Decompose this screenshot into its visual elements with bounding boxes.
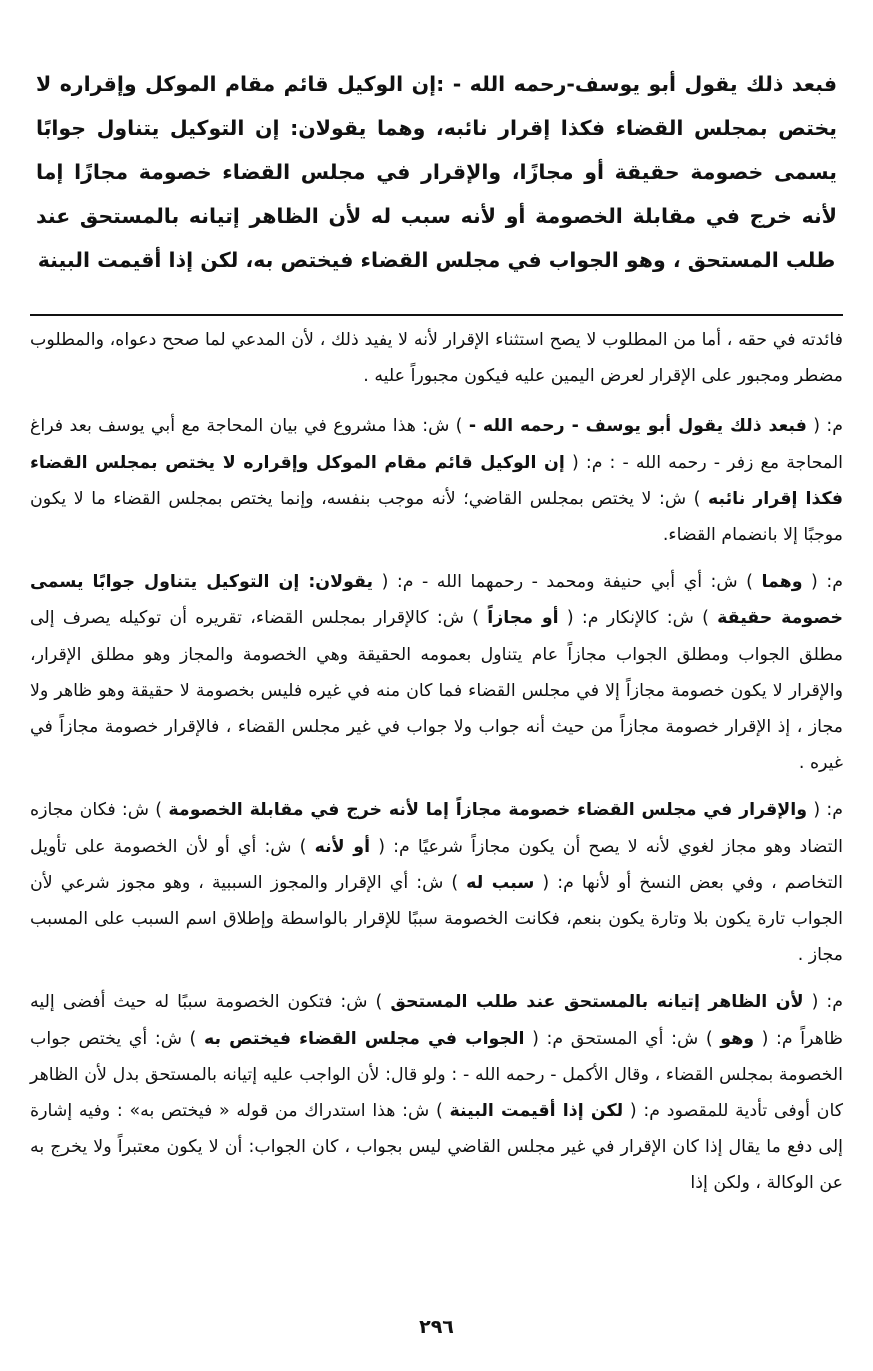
- sharh-text: ) ش: هذا استدراك من قوله « فيختص به» : وفيه إشارة إلى دفع ما يقال إذا كان الإقرار في غير مجلس القاضي ليس بجواب ، كان الجواب: أن لا يكون معتبراً ولا يخرج به عن الوكالة ، ولكن إذا: [30, 1101, 843, 1194]
- commentary-paragraph-4: [30, 792, 843, 973]
- sharh-text: ) ش: أي يختص جواب الخصومة بمجلس القضاء ، وقال الأكمل - رحمه الله - : ولو قال: لأن الواجب عليه إتيانه بالمستحق بدل لأن الظاهر كان أوفى تأدية للمقصود م: (: [30, 1028, 844, 1122]
- main-text-paragraph: فبعد ذلك يقول أبو يوسف-رحمه الله - :إن الوكيل قائم مقام الموكل وإقراره لا يختص بمجلس القضاء فكذا إقرار نائبه، وهما يقولان: إن التوكيل يتناول جوابًا يسمى خصومة حقيقة أو مجازًا، والإقرار في مجلس القضاء خصومة مجازًا إما لأنه خرج في مقابلة الخصومة أو لأنه سبب له لأن الظاهر إتيانه بالمستحق عند طلب المستحق ، وهو الجواب في مجلس القضاء فيختص به، لكن إذا أقيمت البينة: [36, 72, 837, 272]
- quoted-matn: أو لأنه: [314, 836, 371, 857]
- quoted-matn: يقولان: إن التوكيل يتناول جوابًا يسمى خصومة حقيقة: [30, 572, 844, 629]
- sharh-text: ) ش: كالإنكار م: (: [566, 608, 709, 629]
- sharh-text: ) ش: أي المستحق م: (: [532, 1028, 713, 1049]
- quoted-matn: والإقرار في مجلس القضاء خصومة مجازاً إما لأنه خرج في مقابلة الخصومة: [168, 800, 808, 821]
- quoted-matn: فبعد ذلك يقول أبو يوسف - رحمه الله -: [468, 416, 807, 437]
- sharh-text: ) ش: فتكون الخصومة سببًا له حيث أفضى إليه ظاهراً م: (: [30, 992, 844, 1049]
- commentary-paragraph-5: [30, 984, 843, 1201]
- quoted-matn: وهو: [720, 1028, 755, 1049]
- quoted-matn: لأن الظاهر إتيانه بالمستحق عند طلب المستحق: [390, 992, 804, 1013]
- footnote-divider: [30, 314, 843, 316]
- sharh-text: ) ش: لا يختص بمجلس القاضي؛ لأنه موجب بنفسه، وإنما يختص بمجلس القضاء ما لا يكون موجبًا إلا بانضمام القضاء.: [30, 488, 843, 546]
- page-number: ٢٩٦: [419, 1316, 454, 1338]
- quoted-matn: وهما: [761, 572, 803, 593]
- quoted-matn: إن الوكيل قائم مقام الموكل وإقراره لا يختص بمجلس القضاء فكذا إقرار نائبه: [30, 452, 843, 509]
- quoted-matn: الجواب في مجلس القضاء فيختص به: [203, 1028, 525, 1049]
- sharh-text: ) ش: هذا مشروع في بيان المحاجة مع أبي يوسف بعد فراغ المحاجة مع زفر - رحمه الله - : م: (: [30, 416, 843, 473]
- commentary-paragraph-2: [30, 408, 843, 553]
- quoted-matn: لكن إذا أقيمت البينة: [449, 1101, 624, 1122]
- commentary-block: [30, 322, 843, 1213]
- sharh-text: ) ش: أي الإقرار والمجوز السببية ، وهو مجوز شرعي لأن الجواب تارة يكون بلا وتارة يكون بنعم، فكانت الخصومة سببًا للإقرار بالواسطة وإطلاق اسم السبب على المسبب مجاز .: [30, 872, 843, 966]
- marker: م: (: [813, 416, 843, 437]
- marker: م: (: [811, 572, 843, 593]
- marker: م: (: [811, 992, 843, 1013]
- commentary-paragraph-1: فائدته في حقه ، أما من المطلوب لا يصح استثناء الإقرار لأنه لا يفيد ذلك ، لأن المدعي لما صحح دعواه، والمطلوب مضطر ومجبور على الإقرار لعرض اليمين عليه فيكون مجبوراً عليه .: [30, 330, 843, 387]
- sharh-text: ) ش: فكان مجازه التضاد وهو مجاز لغوي لأنه لا يصح أن يكون مجازاً شرعيًا م: (: [30, 800, 843, 857]
- commentary-paragraph-3: [30, 564, 843, 781]
- sharh-text: ) ش: أي أو لأن الخصومة على تأويل التخاصم ، وفي بعض النسخ أو لأنها م: (: [30, 836, 844, 893]
- quoted-matn: أو مجازاً: [487, 608, 559, 629]
- marker: م: (: [813, 800, 844, 821]
- main-text-block: [36, 62, 837, 282]
- quoted-matn: سبب له: [466, 872, 535, 893]
- sharh-text: ) ش: كالإقرار بمجلس القضاء، تقريره أن توكيله يصرف إلى مطلق الجواب ومطلق الجواب مجازاً عام يتناول بعمومه الحقيقة وهي الخصومة والمجاز وهو مطلق الإقرار، والإقرار لا يكون خصومة مجازاً إلا في مجلس القضاء فما كان منه في غيره فليس بخصومة لا حقيقة وهو ظاهر ولا مجاز ، إذ الإقرار خصومة مجازاً من حيث أنه جواب ولا جواب في غير مجلس القضاء ، فالإقرار خصومة مجازاً في غيره .: [30, 608, 843, 774]
- sharh-text: ) ش: أي أبي حنيفة ومحمد - رحمهما الله - م: (: [381, 572, 753, 593]
